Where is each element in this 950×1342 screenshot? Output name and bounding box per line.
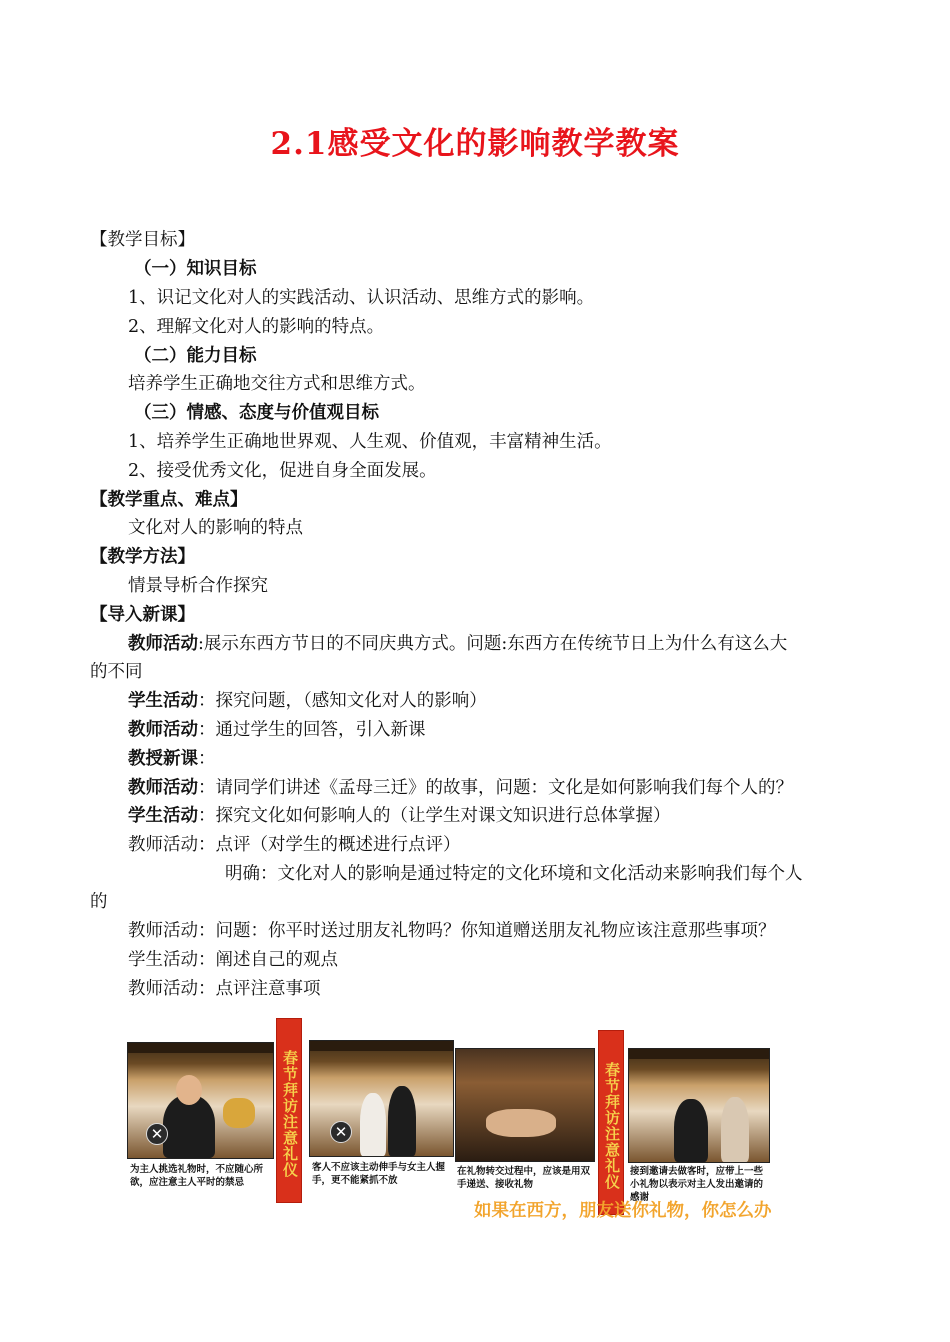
subheading-knowledge: （一）知识目标 <box>134 259 257 279</box>
subheading-ability: （二）能力目标 <box>134 346 257 366</box>
etiquette-banner-left: 春节拜访注意礼仪 <box>276 1018 302 1203</box>
slide-caption: 在礼物转交过程中，应该是用双手递送、接收礼物 <box>457 1166 591 1190</box>
hands-object <box>486 1109 556 1137</box>
slide-photo-visit <box>628 1048 770 1163</box>
activity-label: 学生活动 <box>128 806 198 826</box>
section-heading-methods: 【教学方法】 <box>90 547 195 567</box>
activity-line <box>128 630 787 659</box>
slide-photo-gift-choice <box>127 1042 274 1159</box>
activity-text: ：通过学生的回答，引入新课 <box>198 720 426 740</box>
gift-object <box>223 1098 255 1128</box>
objective-item: 2、理解文化对人的影响的特点。 <box>128 317 385 337</box>
plain-activity-line: 学生活动：阐述自己的观点 <box>128 950 338 970</box>
prohibit-icon: ✕ <box>330 1121 352 1143</box>
section-heading-intro: 【导入新课】 <box>90 605 195 625</box>
person-figure <box>360 1093 386 1156</box>
objective-item: 1、识记文化对人的实践活动、认识活动、思维方式的影响。 <box>128 288 595 308</box>
section-heading-objectives: 【教学目标】 <box>90 230 195 250</box>
film-strip <box>310 1041 453 1051</box>
activity-text: ：探究问题，（感知文化对人的影响） <box>198 691 487 711</box>
activity-text: :展示东西方节日的不同庆典方式。问题:东西方在传统节日上为什么有这么大 <box>198 634 788 654</box>
person-figure <box>388 1086 416 1156</box>
etiquette-banner-right: 春节拜访注意礼仪 <box>598 1030 624 1215</box>
activity-text: ：请同学们讲述《孟母三迁》的故事，问题：文化是如何影响我们每个人的？ <box>198 778 793 798</box>
photo-background <box>456 1049 594 1161</box>
activity-label: 教师活动： <box>128 835 216 855</box>
subheading-emotion: （三）情感、态度与价值观目标 <box>134 403 379 423</box>
activity-line <box>128 716 426 745</box>
plain-activity-line: 教师活动：点评注意事项 <box>128 979 321 999</box>
activity-line <box>128 831 461 860</box>
methods-text: 情景导析合作探究 <box>128 576 268 596</box>
section-heading-keypoints: 【教学重点、难点】 <box>90 490 248 510</box>
slide-caption: 接到邀请去做客时，应带上一些小礼物以表示对主人发出邀请的感谢 <box>630 1166 764 1203</box>
slide-photo-handing-gift <box>455 1048 595 1162</box>
activity-text: 点评（对学生的概述进行点评） <box>215 835 461 855</box>
plain-activity-line: 教师活动：问题：你平时送过朋友礼物吗？你知道赠送朋友礼物应该注意那些事项？ <box>128 921 776 941</box>
person-figure <box>721 1097 749 1162</box>
person-figure <box>674 1099 708 1162</box>
page-title: 2.1感受文化的影响教学教案 <box>270 126 680 162</box>
activity-line <box>128 687 487 716</box>
activity-line <box>128 774 793 803</box>
activity-line <box>128 745 216 774</box>
slide-photo-handshake <box>309 1040 454 1157</box>
activity-label: 教师活动 <box>128 720 198 740</box>
activity-label: 教授新课 <box>128 749 198 769</box>
activity-text: ：探究文化如何影响人的（让学生对课文知识进行总体掌握） <box>198 806 671 826</box>
clarify-continuation: 的 <box>90 892 108 912</box>
activity-text: ： <box>198 749 216 769</box>
objective-item: 1、培养学生正确地世界观、人生观、价值观，丰富精神生活。 <box>128 432 612 452</box>
objective-item: 培养学生正确地交往方式和思维方式。 <box>128 374 426 394</box>
activity-label: 教师活动 <box>128 634 198 654</box>
objective-item: 2、接受优秀文化，促进自身全面发展。 <box>128 461 437 481</box>
prohibit-icon: ✕ <box>146 1123 168 1145</box>
film-strip <box>629 1049 769 1059</box>
slide-caption: 客人不应该主动伸手与女主人握手，更不能紧抓不放 <box>312 1162 446 1186</box>
activity-label: 教师活动 <box>128 778 198 798</box>
keypoints-text: 文化对人的影响的特点 <box>128 518 303 538</box>
person-face <box>176 1075 202 1105</box>
slide-question: 如果在西方，朋友送你礼物，你怎么办 <box>474 1201 772 1221</box>
activity-line <box>128 802 671 831</box>
activity-label: 学生活动 <box>128 691 198 711</box>
slide-caption: 为主人挑选礼物时，不应随心所欲，应注意主人平时的禁忌 <box>130 1164 264 1188</box>
activity-continuation: 的不同 <box>90 662 143 682</box>
clarify-text: 明确：文化对人的影响是通过特定的文化环境和文化活动来影响我们每个人 <box>225 864 803 884</box>
film-strip <box>128 1043 273 1053</box>
